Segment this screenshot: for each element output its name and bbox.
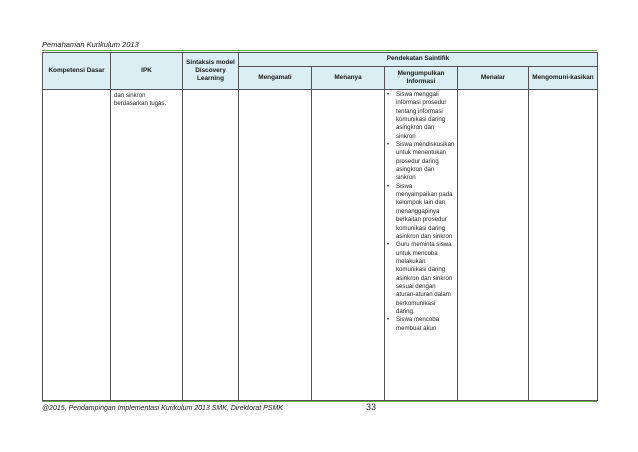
lesson-table: [42, 52, 598, 401]
bullet-icon: •: [387, 241, 390, 249]
table-row: [43, 90, 598, 401]
page-number: 33: [366, 402, 377, 412]
header-menanya: Menanya: [312, 67, 385, 90]
list-item: • Siswa menggali informasi prosedur tentang informasi komunikasi daring asingkron dan sinkron: [387, 91, 447, 140]
cell-ipk: [111, 90, 183, 401]
list-item: • Siswa mencoba membuat akun: [387, 316, 440, 332]
bullet-icon: •: [387, 141, 390, 149]
bullet-icon: •: [387, 182, 390, 190]
cell-menanya: [312, 90, 385, 401]
header-menalar: Menalar: [458, 67, 529, 90]
activity-list: [385, 90, 457, 333]
list-item: • Siswa mendiskusikan untuk menentukan prosedur daring asingkron dan sinkron: [387, 141, 455, 182]
bullet-icon: •: [387, 91, 390, 98]
running-header: Pemahaman Kurikulum 2013: [42, 40, 139, 49]
ipk-text: dan sinkron berdasarkan tugas.: [114, 92, 167, 108]
header-pendekatan-saintifik: Pendekatan Saintifik: [239, 53, 598, 67]
cell-mengumpulkan-informasi: [385, 90, 458, 401]
list-item: • Guru meminta siswa untuk mencoba melakukan komunikasi daring asinkron dan sinkron sesuai dengan aturan-aturan dalam berkomunikasi daring.: [387, 241, 453, 315]
header-mengomunikasikan: Mengomuni-kasikan: [529, 67, 598, 90]
header-divider: [42, 50, 597, 51]
cell-mengamati: [239, 90, 312, 401]
header-ipk: IPK: [111, 53, 183, 90]
footer-divider: [42, 401, 597, 402]
header-mengumpulkan-informasi: Mengumpulkan Informasi: [385, 67, 458, 90]
cell-kompetensi-dasar: [43, 90, 111, 401]
cell-menalar: [458, 90, 529, 401]
list-item: • Siswa menyampaikan pada kelompok lain dan menanggapinya berkaitan prosedur komunikasi daring asinkron dan sinkron: [387, 182, 453, 240]
header-sintaksis: Sintaksis model Discovery Learning: [183, 53, 239, 90]
header-mengamati: Mengamati: [239, 67, 312, 90]
footer-text: @2015, Pendampingan Implementasi Kurikulum 2013 SMK, Direktorat PSMK: [42, 405, 283, 412]
cell-mengomunikasikan: [529, 90, 598, 401]
header-kompetensi-dasar: Kompetensi Dasar: [43, 53, 111, 90]
cell-sintaksis: [183, 90, 239, 401]
bullet-icon: •: [387, 316, 390, 324]
